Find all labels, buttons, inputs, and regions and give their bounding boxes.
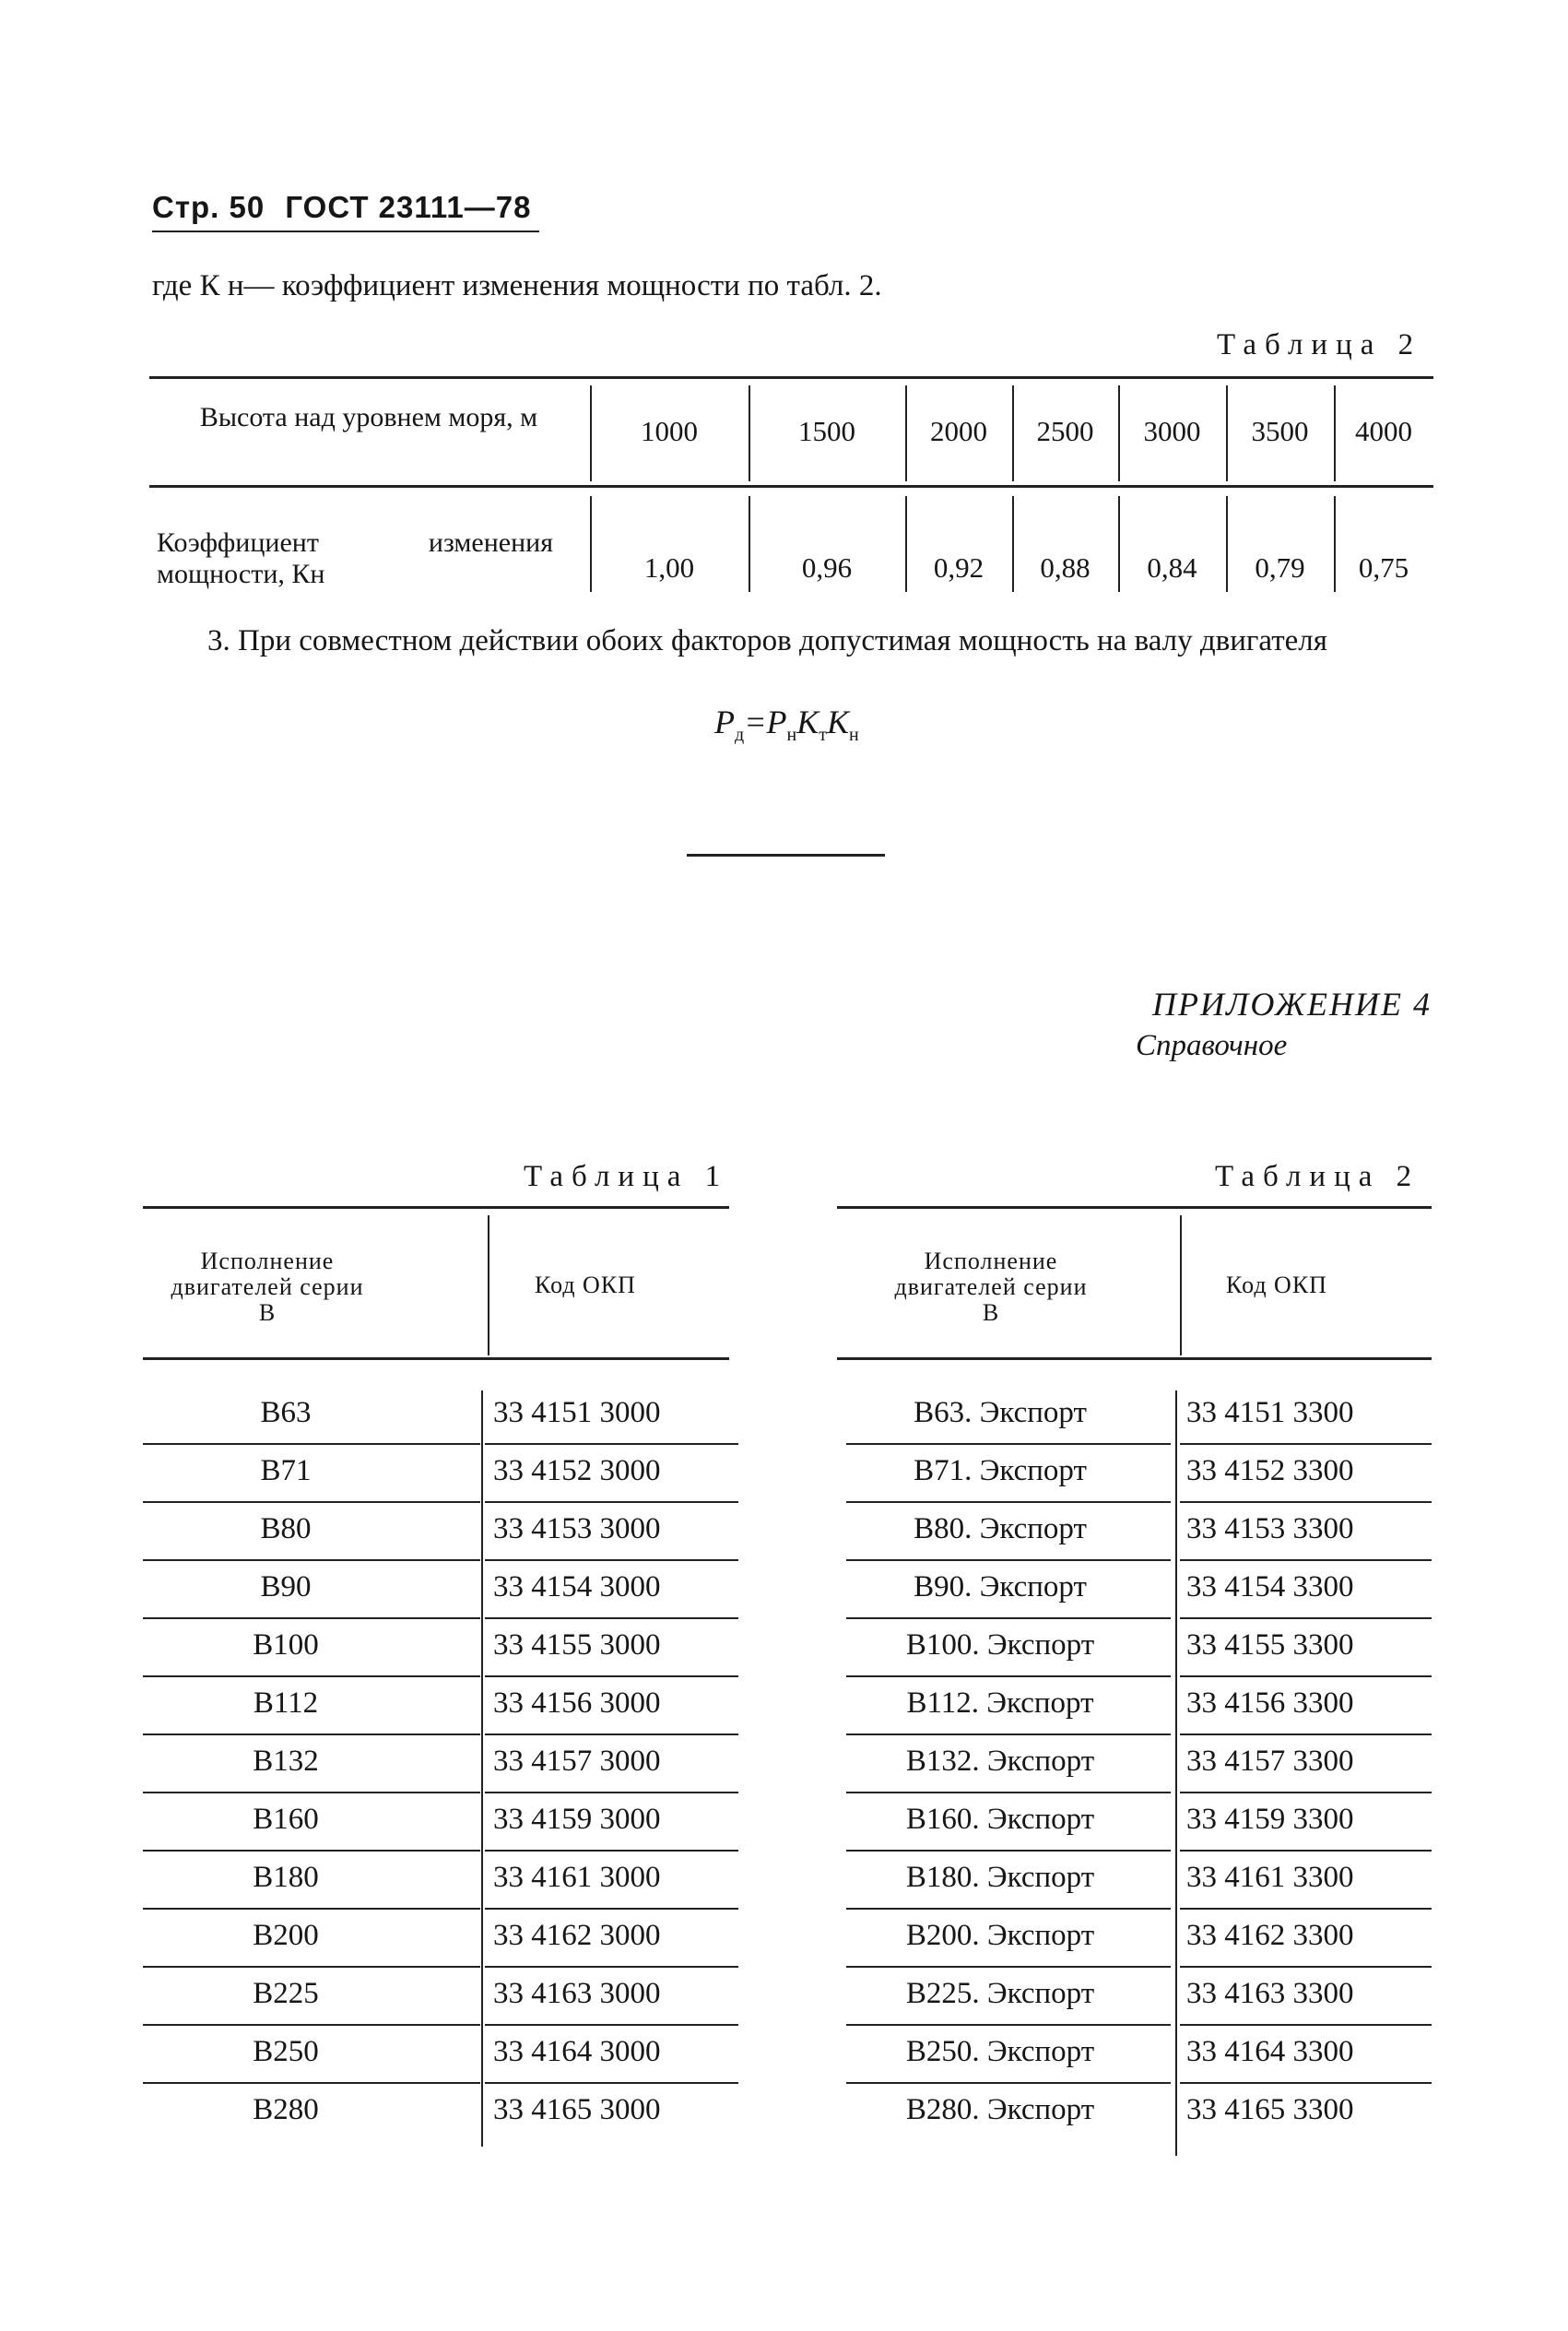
row-rule	[485, 1908, 738, 1910]
okp-code-cell: 33 4162 3000	[493, 1919, 661, 1952]
formula-p-sub: н	[786, 725, 797, 746]
item-3-content: 3. При совместном действии обоих факторов допустимая мощность на валу двигателя	[207, 624, 1327, 657]
table1-col2-header: Код ОКП	[535, 1272, 636, 1298]
okp-code-cell: 33 4164 3300	[1186, 2035, 1354, 2068]
row-rule	[485, 2024, 738, 2026]
row-rule	[143, 1966, 480, 1968]
okp-code-cell: 33 4154 3000	[493, 1570, 661, 1603]
coefficient-value: 0,96	[801, 551, 853, 584]
row-rule	[1180, 1850, 1432, 1852]
okp-code-cell: 33 4153 3000	[493, 1512, 661, 1545]
formula-lhs-sub: д	[735, 725, 745, 746]
row-rule	[143, 1850, 480, 1852]
coefficient-value: 0,75	[1358, 551, 1409, 584]
row-rule	[846, 1792, 1171, 1793]
row-rule	[1180, 1733, 1432, 1735]
okp-code-cell: 33 4165 3300	[1186, 2093, 1354, 2126]
altitude-value: 2500	[1036, 415, 1094, 447]
row-rule	[485, 1675, 738, 1677]
coefficient-value: 0,92	[933, 551, 984, 584]
series-cell: В71. Экспорт	[914, 1454, 1087, 1487]
altitude-value: 2000	[930, 415, 987, 447]
altitude-value: 3500	[1251, 415, 1309, 447]
row-rule	[143, 1501, 480, 1503]
row-rule	[143, 1443, 480, 1445]
table1-title: Таблица 1	[524, 1160, 729, 1193]
okp-code-cell: 33 4165 3000	[493, 2093, 661, 2126]
appendix-subtitle: Справочное	[1136, 1029, 1288, 1062]
row-rule	[846, 1733, 1171, 1735]
series-cell: В112	[253, 1686, 319, 1720]
row-rule	[846, 1966, 1171, 1968]
row-rule	[1180, 1675, 1432, 1677]
row-rule	[143, 1792, 480, 1793]
formula-k1-sub: т	[819, 725, 827, 746]
series-cell: В280	[253, 2093, 319, 2126]
series-cell: В250. Экспорт	[905, 2035, 1095, 2068]
section-divider	[687, 854, 885, 857]
series-cell: В71	[260, 1454, 312, 1487]
coefficient-label: Коэффициент изменения мощности, Кн	[157, 527, 553, 589]
series-cell: В280. Экспорт	[905, 2093, 1095, 2126]
item-3-text	[207, 623, 1378, 658]
row-rule	[485, 1792, 738, 1793]
row-rule	[1180, 1908, 1432, 1910]
series-cell: В80	[260, 1512, 312, 1545]
row-rule	[846, 2024, 1171, 2026]
row-rule	[846, 1559, 1171, 1561]
okp-code-cell: 33 4155 3300	[1186, 1628, 1354, 1662]
altitude-table-top-rule	[149, 376, 1433, 379]
okp-code-cell: 33 4159 3300	[1186, 1803, 1354, 1836]
table2-col2-header: Код ОКП	[1226, 1272, 1327, 1298]
row-rule	[1180, 1501, 1432, 1503]
row-rule	[143, 2024, 480, 2026]
series-cell: В100. Экспорт	[905, 1628, 1095, 1662]
table2-header-rule	[837, 1357, 1432, 1360]
table1-header-divider	[488, 1215, 489, 1355]
formula-lhs: P	[714, 704, 735, 740]
okp-code-cell: 33 4153 3300	[1186, 1512, 1354, 1545]
okp-code-cell: 33 4156 3000	[493, 1686, 661, 1720]
row-rule	[1180, 2082, 1432, 2084]
altitude-label: Высота над уровнем моря, м	[199, 402, 538, 432]
table2-header-divider	[1180, 1215, 1182, 1355]
formula-p: P	[766, 704, 787, 740]
okp-code-cell: 33 4164 3000	[493, 2035, 661, 2068]
row-rule	[1180, 2024, 1432, 2026]
row-rule	[485, 1617, 738, 1619]
okp-code-cell: 33 4157 3000	[493, 1745, 661, 1778]
series-cell: В63. Экспорт	[914, 1396, 1087, 1429]
formula-equals: =	[744, 704, 767, 740]
altitude-value: 1000	[641, 415, 698, 447]
row-rule	[143, 1617, 480, 1619]
coefficient-value: 0,88	[1040, 551, 1091, 584]
header-rule	[152, 231, 539, 232]
okp-code-cell: 33 4159 3000	[493, 1803, 661, 1836]
row-rule	[846, 1850, 1171, 1852]
row-rule	[485, 1733, 738, 1735]
okp-code-cell: 33 4156 3300	[1186, 1686, 1354, 1720]
formula-k2: K	[826, 704, 849, 740]
series-cell: В160	[253, 1803, 319, 1836]
intro-text: где К н— коэффициент изменения мощности по табл. 2.	[152, 269, 882, 302]
coefficient-value: 0,79	[1255, 551, 1305, 584]
series-cell: В200. Экспорт	[905, 1919, 1095, 1952]
okp-code-cell: 33 4154 3300	[1186, 1570, 1354, 1603]
row-rule	[1180, 1966, 1432, 1968]
okp-code-cell: 33 4151 3000	[493, 1396, 661, 1429]
series-cell: В250	[253, 2035, 319, 2068]
standard-number: ГОСТ 23111—78	[285, 190, 532, 224]
okp-code-cell: 33 4152 3000	[493, 1454, 661, 1487]
series-cell: В100	[253, 1628, 319, 1662]
series-cell: В180. Экспорт	[905, 1861, 1095, 1894]
okp-code-cell: 33 4161 3000	[493, 1861, 661, 1894]
okp-code-cell: 33 4162 3300	[1186, 1919, 1354, 1952]
altitude-value: 1500	[798, 415, 855, 447]
row-rule	[846, 1501, 1171, 1503]
page-header	[152, 190, 542, 225]
okp-code-cell: 33 4163 3300	[1186, 1977, 1354, 2010]
table1-header-rule	[143, 1357, 729, 1360]
okp-code-cell: 33 4161 3300	[1186, 1861, 1354, 1894]
row-rule	[846, 1617, 1171, 1619]
row-rule	[485, 1559, 738, 1561]
formula-k1: K	[796, 704, 819, 740]
table1-col1-header: Исполнение двигателей серии В	[171, 1248, 364, 1326]
series-cell: В225	[253, 1977, 319, 2010]
row-rule	[143, 1559, 480, 1561]
row-rule	[143, 1675, 480, 1677]
row-rule	[485, 1966, 738, 1968]
series-cell: В90	[260, 1570, 312, 1603]
power-formula	[714, 703, 859, 746]
altitude-value: 3000	[1143, 415, 1201, 447]
series-cell: В160. Экспорт	[905, 1803, 1095, 1836]
okp-code-cell: 33 4152 3300	[1186, 1454, 1354, 1487]
table2-col1-header: Исполнение двигателей серии В	[894, 1248, 1088, 1326]
series-cell: В63	[260, 1396, 312, 1429]
series-cell: В225. Экспорт	[905, 1977, 1095, 2010]
altitude-value: 4000	[1355, 415, 1412, 447]
row-rule	[846, 2082, 1171, 2084]
okp-code-cell: 33 4163 3000	[493, 1977, 661, 2010]
series-cell: В200	[253, 1919, 319, 1952]
row-rule	[143, 1733, 480, 1735]
row-rule	[1180, 1792, 1432, 1793]
page-number: Стр. 50	[152, 190, 265, 224]
okp-code-cell: 33 4155 3000	[493, 1628, 661, 1662]
row-rule	[485, 1443, 738, 1445]
table2-top-rule	[837, 1206, 1432, 1209]
altitude-table-mid-rule	[149, 485, 1433, 488]
coefficient-value: 1,00	[643, 551, 695, 584]
series-cell: В180	[253, 1861, 319, 1894]
series-cell: В80. Экспорт	[914, 1512, 1087, 1545]
series-cell: В132	[253, 1745, 319, 1778]
series-cell: В112. Экспорт	[906, 1686, 1094, 1720]
table1-top-rule	[143, 1206, 729, 1209]
row-rule	[1180, 1443, 1432, 1445]
series-cell: В90. Экспорт	[914, 1570, 1087, 1603]
okp-code-cell: 33 4151 3300	[1186, 1396, 1354, 1429]
row-rule	[485, 2082, 738, 2084]
appendix-title: ПРИЛОЖЕНИЕ 4	[1152, 986, 1432, 1023]
series-cell: В132. Экспорт	[905, 1745, 1095, 1778]
table1-body-divider	[481, 1390, 483, 2147]
okp-code-cell: 33 4157 3300	[1186, 1745, 1354, 1778]
altitude-table-title: Таблица 2	[1217, 328, 1422, 361]
row-rule	[143, 1908, 480, 1910]
row-rule	[1180, 1559, 1432, 1561]
row-rule	[846, 1675, 1171, 1677]
row-rule	[143, 2082, 480, 2084]
row-rule	[846, 1443, 1171, 1445]
row-rule	[1180, 1617, 1432, 1619]
table2-title: Таблица 2	[1215, 1160, 1421, 1193]
coefficient-value: 0,84	[1147, 551, 1197, 584]
table2-body-divider	[1175, 1390, 1177, 2156]
row-rule	[846, 1908, 1171, 1910]
row-rule	[485, 1501, 738, 1503]
formula-k2-sub: н	[848, 725, 859, 746]
row-rule	[485, 1850, 738, 1852]
